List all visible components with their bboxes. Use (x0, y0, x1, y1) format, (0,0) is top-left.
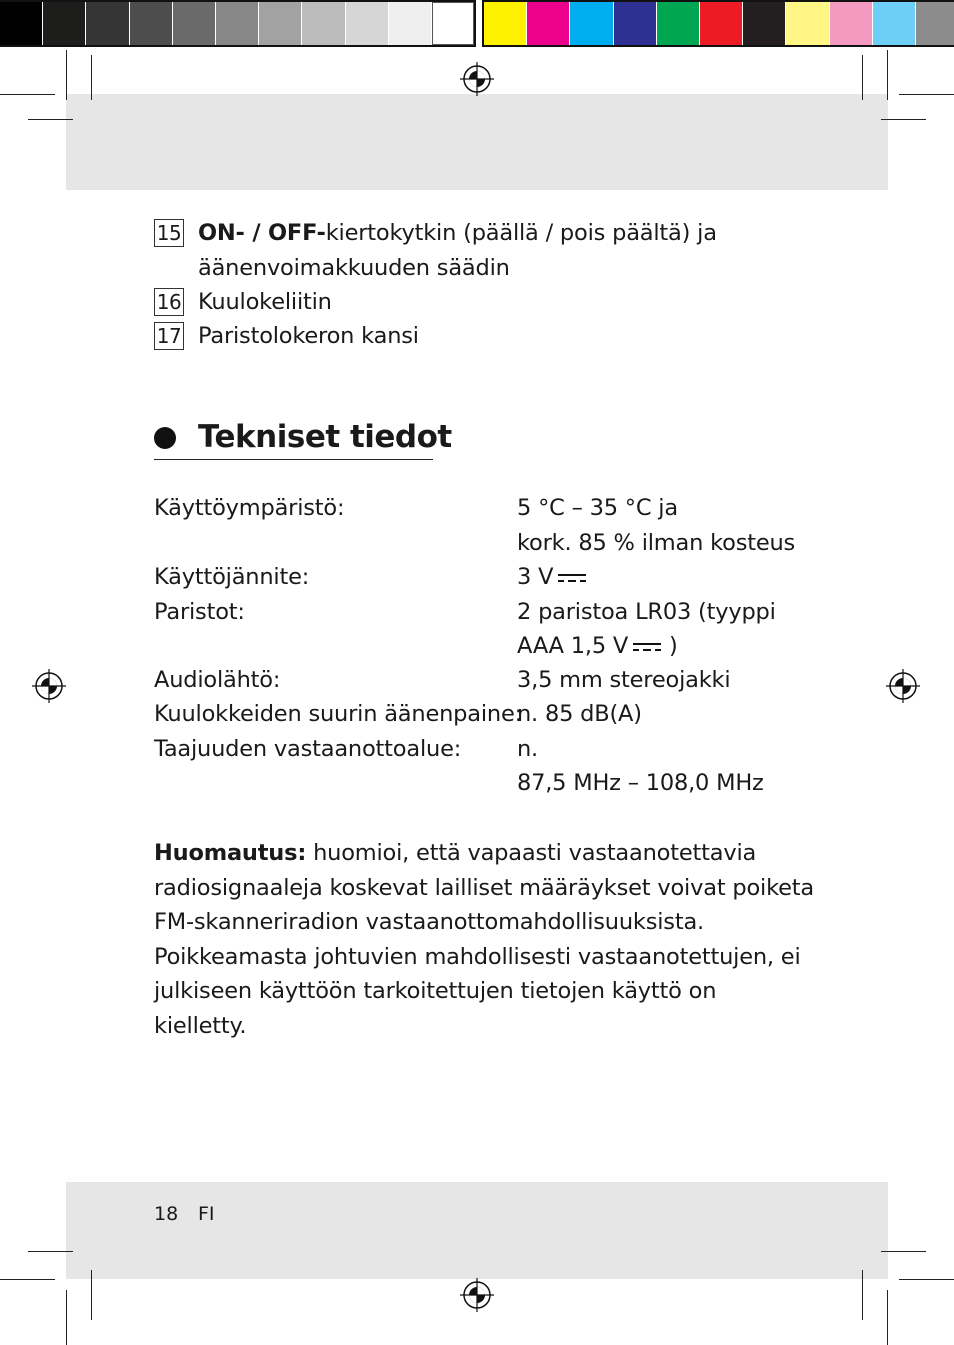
spec-label: Taajuuden vastaanottoalue: (154, 736, 462, 762)
part-number-badge: 17 (154, 322, 184, 350)
crop-mark (862, 55, 863, 100)
registration-mark-icon (459, 1277, 495, 1313)
crop-mark (91, 1270, 92, 1320)
crop-mark (881, 1251, 926, 1252)
spec-value: 2 paristoa LR03 (tyyppi (517, 599, 776, 625)
part-item-bold-label: ON- / OFF- (198, 220, 326, 246)
spec-label: Paristot: (154, 599, 245, 625)
spec-value: 87,5 MHz – 108,0 MHz (517, 770, 764, 796)
spec-value: 3 V (517, 564, 554, 590)
spec-label: Käyttöympäristö: (154, 495, 345, 521)
crop-mark (91, 55, 92, 100)
section-heading (154, 415, 452, 460)
part-number-badge: 15 (154, 219, 184, 247)
crop-mark (66, 50, 67, 100)
spec-value-voltage (517, 560, 587, 595)
footer-band (66, 1182, 888, 1279)
crop-mark (66, 1290, 67, 1345)
swatch-frame (482, 0, 954, 47)
header-band (66, 94, 888, 190)
crop-mark (28, 1251, 73, 1252)
crop-mark (28, 119, 73, 120)
note-text: huomioi, että vapaasti vastaanotettavia radiosignaaleja koskevat lailliset määräykset voivat poiketa FM-skanneriradion vastaanottomahdollisuuksista. Poikkeamasta johtuvien mahdollisesti vastaanotettujen, ei julkiseen käyttöön tarkoitettujen tietojen käyttö on kielletty. (154, 840, 814, 1039)
crop-mark (887, 50, 888, 100)
part-item-text: kiertokytkin (päällä / pois päältä) ja (325, 220, 717, 246)
spec-label: Käyttöjännite: (154, 564, 310, 590)
note-paragraph (154, 836, 814, 1043)
spec-label: Kuulokkeiden suurin äänenpaine: (154, 701, 522, 727)
spec-value: AAA 1,5 V (517, 633, 629, 659)
part-item-16: Kuulokeliitin (198, 289, 332, 315)
language-code: FI (198, 1203, 215, 1225)
spec-value: kork. 85 % ilman kosteus (517, 530, 796, 556)
crop-mark (0, 1279, 55, 1280)
spec-value: ) (662, 633, 678, 659)
crop-mark (887, 1290, 888, 1345)
crop-mark (0, 94, 55, 95)
part-item-15 (198, 216, 717, 251)
color-swatch-bar (0, 0, 954, 47)
part-number-badge: 16 (154, 288, 184, 316)
spec-label: Audiolähtö: (154, 667, 281, 693)
registration-mark-icon (31, 668, 67, 704)
section-title: Tekniset tiedot (198, 419, 452, 455)
spec-value: 3,5 mm stereojakki (517, 667, 731, 693)
spec-value: n. (517, 736, 539, 762)
crop-mark (899, 94, 954, 95)
dc-current-symbol-icon (632, 640, 662, 654)
crop-mark (899, 1279, 954, 1280)
bullet-dot-icon (154, 427, 176, 449)
crop-mark (862, 1270, 863, 1320)
page-number: 18 (154, 1203, 179, 1225)
spec-value: 5 °C – 35 °C ja (517, 495, 678, 521)
swatch-frame (0, 0, 476, 47)
registration-mark-icon (459, 61, 495, 97)
part-item-continuation: äänenvoimakkuuden säädin (198, 255, 510, 281)
part-item-17: Paristolokeron kansi (198, 323, 419, 349)
registration-mark-icon (885, 668, 921, 704)
spec-value-batteries (517, 629, 678, 664)
note-label: Huomautus: (154, 840, 307, 866)
dc-current-symbol-icon (557, 571, 587, 585)
crop-mark (881, 119, 926, 120)
spec-value: n. 85 dB(A) (517, 701, 642, 727)
